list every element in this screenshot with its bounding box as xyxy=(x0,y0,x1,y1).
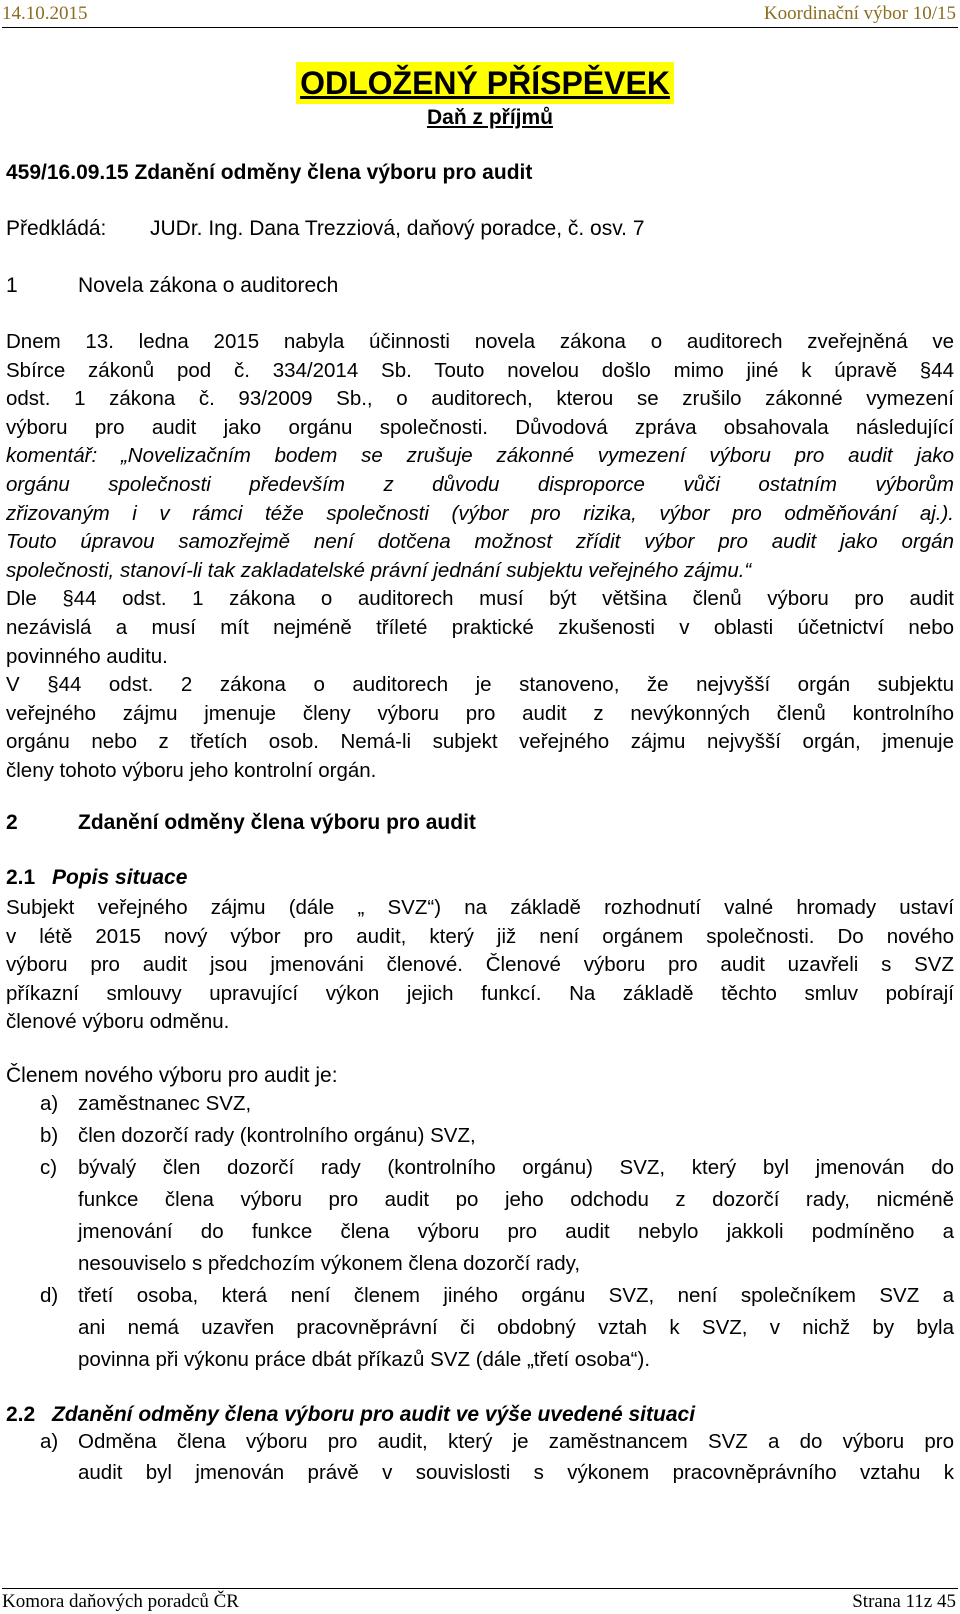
list-item xyxy=(6,1120,954,1152)
text-line: společnosti, stanoví-li tak zakladatelské právní jednání subjektu veřejného zájmu.“ xyxy=(6,558,752,582)
text-line: výboru pro audit jako orgánu společnosti. Důvodová zpráva obsahovala následující xyxy=(6,415,954,439)
text-line: orgánu nebo z třetích osob. Nemá-li subjekt veřejného zájmu nejvyšší orgán, jmenuje xyxy=(6,730,954,754)
text-line: odst. 1 zákona č. 93/2009 Sb., o auditorech, kterou se zrušilo zákonné vymezení xyxy=(6,387,954,411)
section-1-title: Novela zákona o auditorech xyxy=(78,274,339,297)
text-line: výboru pro audit jsou jmenováni členové. Členové výboru pro audit uzavřeli s SVZ xyxy=(6,953,954,977)
section-2-1-number: 2.1 xyxy=(6,866,36,889)
section-2-title: Zdanění odměny člena výboru pro audit xyxy=(78,811,476,834)
section-2-number: 2 xyxy=(6,811,18,834)
list-item xyxy=(6,1280,954,1376)
list-marker: a) xyxy=(40,1092,59,1115)
list-marker: c) xyxy=(40,1156,58,1179)
footer-page: Strana 11z 45 xyxy=(852,1591,956,1612)
member-list xyxy=(6,1088,954,1376)
text-line: člen dozorčí rady (kontrolního orgánu) SVZ, xyxy=(78,1124,476,1147)
list-item xyxy=(6,1152,954,1280)
submitter-value: JUDr. Ing. Dana Trezziová, daňový poradce, č. osv. 7 xyxy=(150,217,645,240)
text-line: povinna při výkonu práce dbát příkazů SVZ (dále „třetí osoba“). xyxy=(78,1348,651,1371)
text-line: v létě 2015 nový výbor pro audit, který již není orgánem společnosti. Do nového xyxy=(6,924,954,948)
document-title: ODLOŽENÝ PŘÍSPĚVEK xyxy=(296,62,674,104)
text-line: členové výboru odměnu. xyxy=(6,1010,230,1034)
section-2-1-paragraph xyxy=(6,894,954,1037)
list-item xyxy=(6,1426,954,1488)
text-line: Subjekt veřejného zájmu (dále „ SVZ“) na základě rozhodnutí valné hromady ustaví xyxy=(6,896,954,919)
text-line: ani nemá uzavřen pracovněprávní či obdobný vztah k SVZ, v nichž by byla xyxy=(78,1316,954,1339)
text-line: jmenování do funkce člena výboru pro audit nebylo jakkoli podmíněno a xyxy=(78,1220,954,1243)
text-line: orgánu společnosti především z důvodu disproporce vůči ostatním výborům xyxy=(6,472,954,496)
list-item xyxy=(6,1088,954,1120)
header-meeting: Koordinační výbor 10/15 xyxy=(763,3,956,24)
text-line: audit byl jmenován právě v souvislosti s výkonem pracovněprávního vztahu k xyxy=(78,1461,954,1484)
item-heading: 459/16.09.15 Zdanění odměny člena výboru pro audit xyxy=(6,161,533,184)
page-footer xyxy=(2,1588,958,1614)
page-header xyxy=(2,3,958,28)
text-line: Touto úpravou samozřejmě není dotčena možnost zřídit výbor pro audit jako orgán xyxy=(6,530,954,554)
taxation-list xyxy=(6,1426,954,1488)
text-line: nezávislá a musí mít nejméně tříleté praktické zkušenosti v oblasti účetnictví nebo xyxy=(6,615,954,639)
text-line: Dnem 13. ledna 2015 nabyla účinnosti novela zákona o auditorech zveřejněná ve xyxy=(6,330,954,353)
text-line: V §44 odst. 2 zákona o auditorech je stanoveno, že nejvyšší orgán subjektu xyxy=(6,673,954,697)
text-line: komentář: „Novelizačním bodem se zrušuje zákonné vymezení výboru pro audit jako xyxy=(6,444,954,468)
title-wrap xyxy=(0,62,960,104)
section-2-2-number: 2.2 xyxy=(6,1403,36,1426)
section-2-1-title: Popis situace xyxy=(52,866,188,889)
list-intro: Členem nového výboru pro audit je: xyxy=(6,1064,338,1087)
footer-org: Komora daňových poradců ČR xyxy=(2,1591,239,1612)
text-line: zřizovaným i v rámci téže společnosti (výbor pro rizika, výbor pro odměňování aj.). xyxy=(6,501,954,525)
list-marker: d) xyxy=(40,1284,59,1307)
text-line: funkce člena výboru pro audit po jeho odchodu z dozorčí rady, nicméně xyxy=(78,1188,954,1211)
text-line: nesouviselo s předchozím výkonem člena dozorčí rady, xyxy=(78,1252,581,1275)
section-2-2-title: Zdanění odměny člena výboru pro audit ve výše uvedené situaci xyxy=(52,1403,696,1426)
section-1-number: 1 xyxy=(6,274,18,297)
list-marker: b) xyxy=(40,1124,59,1147)
document-subtitle: Daň z příjmů xyxy=(426,106,553,129)
text-line: veřejného zájmu jmenuje členy výboru pro audit z nevýkonných členů kontrolního xyxy=(6,701,954,725)
text-line: Sbírce zákonů pod č. 334/2014 Sb. Touto novelou došlo mimo jiné k úpravě §44 xyxy=(6,358,954,382)
text-line: zaměstnanec SVZ, xyxy=(78,1092,252,1115)
submitter-label: Předkládá: xyxy=(6,217,107,240)
text-line: bývalý člen dozorčí rady (kontrolního orgánu) SVZ, který byl jmenován do xyxy=(78,1156,954,1179)
section-1-paragraph xyxy=(6,328,954,786)
list-marker: a) xyxy=(40,1430,59,1453)
text-line: členy tohoto výboru jeho kontrolní orgán. xyxy=(6,758,377,782)
header-date: 14.10.2015 xyxy=(2,3,88,24)
text-line: třetí osoba, která není členem jiného orgánu SVZ, není společníkem SVZ a xyxy=(78,1284,954,1307)
text-line: povinného auditu. xyxy=(6,644,168,668)
text-line: Odměna člena výboru pro audit, který je zaměstnancem SVZ a do výboru pro xyxy=(78,1430,954,1453)
text-line: příkazní smlouvy upravující výkon jejich funkcí. Na základě těchto smluv pobírají xyxy=(6,981,954,1005)
text-line: Dle §44 odst. 1 zákona o auditorech musí být většina členů výboru pro audit xyxy=(6,587,954,611)
